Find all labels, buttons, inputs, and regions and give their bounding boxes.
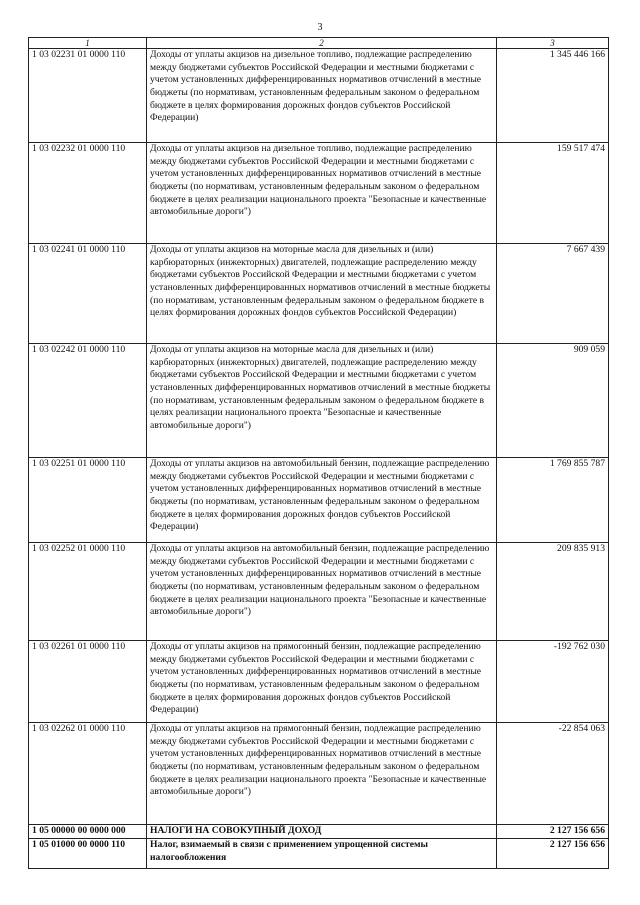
revenue-name: Доходы от уплаты акцизов на дизельное топливо, подлежащие распределению между бюджетами субъектов Российской Федерации и местными бюджетами с учетом установленных дифференцированных нормативов отчислений в местные бюджеты (по нормативам, установленным федеральным законом о федеральном бюджете в целях реализации национального проекта "Безопасные и качественные автомобильные дороги") xyxy=(147,143,497,244)
revenue-amount: -192 762 030 xyxy=(497,641,609,723)
revenue-name: Доходы от уплаты акцизов на прямогонный бензин, подлежащие распределению между бюджетами субъектов Российской Федерации и местными бюджетами с учетом установленных дифференцированных нормативов отчислений в местные бюджеты (по нормативам, установленным федеральным законом о федеральном бюджете в целях формирования дорожных фондов субъектов Российской Федерации) xyxy=(147,641,497,723)
table-row xyxy=(29,143,609,244)
table-header-row xyxy=(29,38,609,49)
table-row xyxy=(29,723,609,825)
revenue-code: 1 03 02241 01 0000 110 xyxy=(29,244,147,344)
revenue-amount: 1 769 855 787 xyxy=(497,458,609,543)
revenue-amount: -22 854 063 xyxy=(497,723,609,825)
revenue-code: 1 05 01000 00 0000 110 xyxy=(29,839,147,869)
revenue-code: 1 03 02231 01 0000 110 xyxy=(29,49,147,143)
table-row xyxy=(29,244,609,344)
column-header-amount: 3 xyxy=(497,38,609,49)
revenue-name: Доходы от уплаты акцизов на автомобильный бензин, подлежащие распределению между бюджетами субъектов Российской Федерации и местными бюджетами с учетом установленных дифференцированных нормативов отчислений в местные бюджеты (по нормативам, установленным федеральным законом о федеральном бюджете в целях реализации национального проекта "Безопасные и качественные автомобильные дороги") xyxy=(147,543,497,641)
page-number: 3 xyxy=(317,22,323,33)
revenue-code: 1 03 02251 01 0000 110 xyxy=(29,458,147,543)
table-row xyxy=(29,641,609,723)
revenue-name: Доходы от уплаты акцизов на автомобильный бензин, подлежащие распределению между бюджетами субъектов Российской Федерации и местными бюджетами с учетом установленных дифференцированных нормативов отчислений в местные бюджеты (по нормативам, установленным федеральным законом о федеральном бюджете в целях формирования дорожных фондов субъектов Российской Федерации) xyxy=(147,458,497,543)
revenue-amount: 2 127 156 656 xyxy=(497,825,609,839)
revenue-code: 1 03 02232 01 0000 110 xyxy=(29,143,147,244)
revenue-amount: 209 835 913 xyxy=(497,543,609,641)
revenue-name: Доходы от уплаты акцизов на моторные масла для дизельных и (или) карбюраторных (инжекторных) двигателей, подлежащие распределению между бюджетами субъектов Российской Федерации и местными бюджетами с учетом установленных дифференцированных нормативов отчислений в местные бюджеты (по нормативам, установленным федеральным законом о федеральном бюджете в целях реализации национального проекта "Безопасные и качественные автомобильные дороги") xyxy=(147,344,497,458)
table-row xyxy=(29,458,609,543)
table-row xyxy=(29,543,609,641)
revenue-code: 1 05 00000 00 0000 000 xyxy=(29,825,147,839)
revenue-name: НАЛОГИ НА СОВОКУПНЫЙ ДОХОД xyxy=(147,825,497,839)
revenue-name: Доходы от уплаты акцизов на моторные масла для дизельных и (или) карбюраторных (инжекторных) двигателей, подлежащие распределению между бюджетами субъектов Российской Федерации и местными бюджетами с учетом установленных дифференцированных нормативов отчислений в местные бюджеты (по нормативам, установленным федеральным законом о федеральном бюджете в целях формирования дорожных фондов субъектов Российской Федерации) xyxy=(147,244,497,344)
table-row xyxy=(29,825,609,839)
revenue-code: 1 03 02262 01 0000 110 xyxy=(29,723,147,825)
revenue-name: Налог, взимаемый в связи с применением упрощенной системы налогообложения xyxy=(147,839,497,869)
revenue-code: 1 03 02252 01 0000 110 xyxy=(29,543,147,641)
table-row xyxy=(29,344,609,458)
revenue-table xyxy=(28,37,609,869)
revenue-amount: 2 127 156 656 xyxy=(497,839,609,869)
revenue-amount: 1 345 446 166 xyxy=(497,49,609,143)
revenue-amount: 7 667 439 xyxy=(497,244,609,344)
revenue-code: 1 03 02261 01 0000 110 xyxy=(29,641,147,723)
revenue-amount: 159 517 474 xyxy=(497,143,609,244)
revenue-name: Доходы от уплаты акцизов на дизельное топливо, подлежащие распределению между бюджетами субъектов Российской Федерации и местными бюджетами с учетом установленных дифференцированных нормативов отчислений в местные бюджеты (по нормативам, установленным федеральным законом о федеральном бюджете в целях формирования дорожных фондов субъектов Российской Федерации) xyxy=(147,49,497,143)
table-row xyxy=(29,49,609,143)
column-header-name: 2 xyxy=(147,38,497,49)
column-header-code: 1 xyxy=(29,38,147,49)
revenue-name: Доходы от уплаты акцизов на прямогонный бензин, подлежащие распределению между бюджетами субъектов Российской Федерации и местными бюджетами с учетом установленных дифференцированных нормативов отчислений в местные бюджеты (по нормативам, установленным федеральным законом о федеральном бюджете в целях реализации национального проекта "Безопасные и качественные автомобильные дороги") xyxy=(147,723,497,825)
revenue-amount: 909 059 xyxy=(497,344,609,458)
table-row xyxy=(29,839,609,869)
revenue-code: 1 03 02242 01 0000 110 xyxy=(29,344,147,458)
